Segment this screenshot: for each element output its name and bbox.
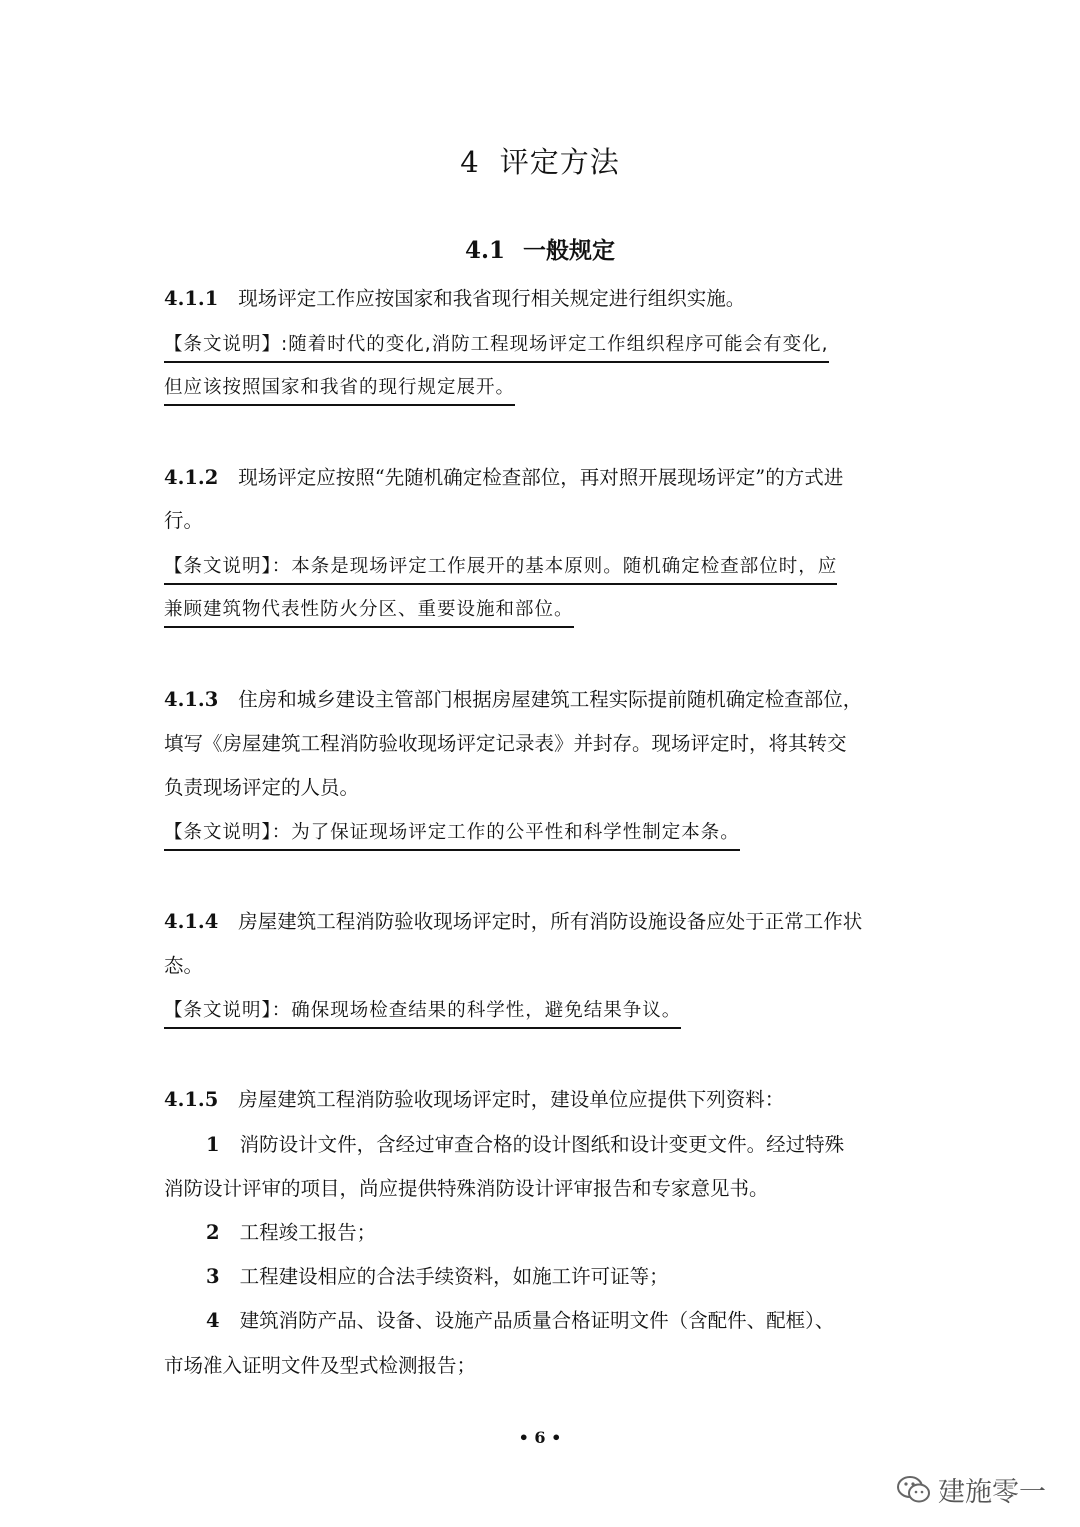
clause-number: 4.1.4 [164, 910, 219, 933]
wechat-icon [896, 1474, 932, 1506]
clause-line: 负责现场评定的人员。 [164, 776, 360, 799]
list-item: 1 消防设计文件，含经过审查合格的设计图纸和设计变更文件。经过特殊 [206, 1133, 845, 1156]
watermark [896, 1470, 1046, 1509]
clause-line: 4.1.4 房屋建筑工程消防验收现场评定时，所有消防设施设备应处于正常工作状 [164, 910, 863, 933]
list-item-number: 3 [206, 1265, 220, 1288]
list-item: 4 建筑消防产品、设备、设施产品质量合格证明文件（含配件、配框）、 [206, 1309, 835, 1332]
clause-note-line: 【条文说明】：本条是现场评定工作展开的基本原则。随机确定检查部位时，应 [164, 552, 837, 585]
clause-note-line: 兼顾建筑物代表性防火分区、重要设施和部位。 [164, 595, 574, 628]
page-number: • 6 • [518, 1428, 562, 1447]
clause-note-line: 【条文说明】：确保现场检查结果的科学性，避免结果争议。 [164, 996, 681, 1029]
clause-line: 填写《房屋建筑工程消防验收现场评定记录表》并封存。现场评定时，将其转交 [164, 732, 847, 755]
clause-line: 行。 [164, 509, 204, 532]
chapter-number: 4 [460, 145, 480, 179]
clause-line: 态。 [164, 954, 204, 977]
clause-number: 4.1.1 [164, 287, 219, 310]
clause-note-line: 【条文说明】：为了保证现场评定工作的公平性和科学性制定本条。 [164, 818, 740, 851]
list-item-number: 2 [206, 1221, 220, 1244]
watermark-text: 建施零一 [938, 1477, 1046, 1508]
clause-number: 4.1.5 [164, 1088, 219, 1111]
clause-line: 4.1.1 现场评定工作应按国家和我省现行相关规定进行组织实施。 [164, 287, 746, 310]
list-item-number: 4 [206, 1309, 220, 1332]
section-title: 一般规定 [523, 237, 615, 264]
list-item: 2 工程竣工报告； [206, 1221, 377, 1244]
clause-line: 4.1.5 房屋建筑工程消防验收现场评定时，建设单位应提供下列资料： [164, 1088, 785, 1111]
list-item-continuation: 消防设计评审的项目，尚应提供特殊消防设计评审报告和专家意见书。 [164, 1177, 769, 1200]
list-item-number: 1 [206, 1133, 220, 1156]
chapter-heading [0, 140, 1080, 181]
clause-number: 4.1.3 [164, 688, 219, 711]
clause-note-line: 但应该按照国家和我省的现行规定展开。 [164, 373, 515, 406]
section-number: 4.1 [464, 237, 505, 264]
list-item: 3 工程建设相应的合法手续资料，如施工许可证等； [206, 1265, 669, 1288]
clause-number: 4.1.2 [164, 466, 219, 489]
clause-note-line: 【条文说明】:随着时代的变化,消防工程现场评定工作组织程序可能会有变化, [164, 330, 829, 363]
section-heading [0, 232, 1080, 265]
clause-line: 4.1.2 现场评定应按照“先随机确定检查部位，再对照开展现场评定”的方式进 [164, 466, 844, 489]
chapter-title: 评定方法 [499, 145, 620, 179]
clause-line: 4.1.3 住房和城乡建设主管部门根据房屋建筑工程实际提前随机确定检查部位， [164, 688, 863, 711]
list-item-continuation: 市场准入证明文件及型式检测报告； [164, 1354, 477, 1377]
